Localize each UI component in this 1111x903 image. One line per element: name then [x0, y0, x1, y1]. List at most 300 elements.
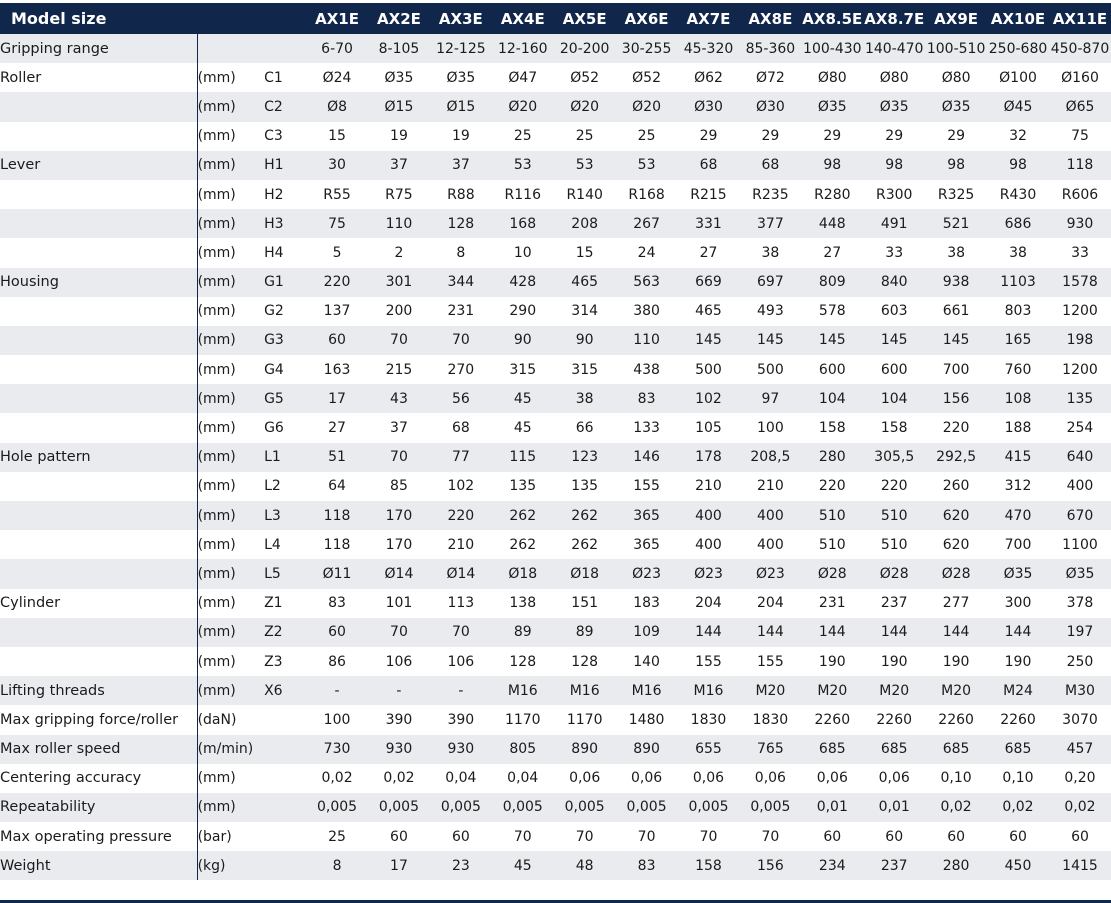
table-cell: M16: [569, 682, 600, 699]
table-cell: 17: [390, 857, 408, 874]
table-cell: 105: [695, 420, 722, 437]
table-row: [0, 92, 1111, 121]
spec-table: [0, 3, 1111, 880]
row-unit: (bar): [197, 828, 232, 845]
table-cell: Ø35: [941, 98, 971, 115]
table-cell: 48: [575, 857, 594, 874]
table-cell: 128: [509, 653, 537, 670]
table-cell: 68: [451, 420, 470, 437]
table-cell: 113: [447, 595, 475, 612]
code-header: [264, 3, 306, 34]
table-cell: 60: [451, 828, 470, 845]
table-cell: 760: [1004, 361, 1032, 378]
row-unit: (mm): [197, 128, 236, 145]
bottom-rule: [0, 899, 1111, 903]
row-label: [0, 122, 197, 151]
table-cell: Ø23: [632, 565, 661, 582]
table-cell: 140: [633, 653, 660, 670]
table-cell: 89: [513, 624, 532, 641]
table-cell: 53: [637, 157, 656, 174]
table-cell: Ø14: [384, 565, 414, 582]
table-cell: M16: [631, 682, 662, 699]
table-cell: Ø18: [570, 565, 600, 582]
table-cell: 17: [328, 390, 346, 407]
table-cell: 156: [757, 857, 784, 874]
table-cell: 165: [1004, 332, 1032, 349]
table-cell: 1415: [1062, 857, 1098, 874]
table-cell: 220: [447, 507, 475, 524]
table-cell: 930: [447, 741, 475, 758]
table-cell: 53: [575, 157, 594, 174]
table-cell: Ø35: [1065, 565, 1095, 582]
row-code: H1: [264, 157, 284, 174]
table-cell: 10: [513, 244, 532, 261]
table-cell: 155: [757, 653, 784, 670]
table-cell: 200: [385, 303, 413, 320]
table-cell: 23: [451, 857, 470, 874]
table-cell: 163: [323, 361, 351, 378]
table-cell: 145: [880, 332, 908, 349]
row-code: L5: [264, 565, 281, 582]
table-row: [0, 384, 1111, 413]
row-label: [0, 238, 197, 267]
table-row: [0, 676, 1111, 705]
table-cell: 428: [509, 274, 537, 291]
table-cell: 138: [509, 595, 537, 612]
table-cell: 45-320: [683, 40, 734, 57]
table-cell: 140-470: [864, 40, 924, 57]
table-cell: 500: [757, 361, 784, 378]
table-cell: Ø35: [817, 98, 847, 115]
table-row: [0, 705, 1111, 734]
row-unit: (mm): [197, 69, 236, 86]
table-cell: 20-200: [559, 40, 610, 57]
table-cell: 128: [447, 215, 475, 232]
table-cell: 0,01: [878, 799, 910, 816]
table-cell: 118: [1066, 157, 1094, 174]
table-cell: 8-105: [378, 40, 420, 57]
table-cell: 156: [942, 390, 970, 407]
table-cell: 75: [328, 215, 346, 232]
table-row: [0, 297, 1111, 326]
table-cell: 0,20: [1064, 770, 1096, 787]
table-cell: 102: [447, 478, 475, 495]
table-row: [0, 413, 1111, 442]
row-label: [0, 472, 197, 501]
table-cell: 237: [880, 857, 908, 874]
table-cell: 640: [1066, 449, 1094, 466]
table-cell: Ø30: [694, 98, 723, 115]
table-cell: 1103: [1000, 274, 1036, 291]
table-cell: 685: [942, 741, 970, 758]
table-row: [0, 122, 1111, 151]
table-cell: 38: [761, 244, 780, 261]
table-cell: 510: [880, 507, 908, 524]
table-cell: M20: [817, 682, 848, 699]
row-label: Max roller speed: [0, 735, 197, 764]
table-cell: 210: [695, 478, 722, 495]
table-cell: 400: [695, 507, 722, 524]
table-cell: 208,5: [750, 449, 791, 466]
table-cell: -: [458, 682, 464, 699]
model-header: AX8.7E: [864, 9, 925, 28]
table-cell: 1830: [752, 711, 789, 728]
table-cell: 267: [633, 215, 660, 232]
table-cell: 43: [390, 390, 408, 407]
row-unit: (mm): [197, 536, 236, 553]
row-code: H2: [264, 186, 284, 203]
table-cell: 0,005: [750, 799, 791, 816]
table-row: [0, 63, 1111, 92]
table-cell: 146: [633, 449, 660, 466]
row-code: C1: [264, 69, 283, 86]
table-cell: 101: [385, 595, 413, 612]
model-header: AX2E: [377, 9, 421, 28]
table-cell: 85-360: [745, 40, 796, 57]
table-cell: Ø35: [446, 69, 476, 86]
table-cell: 190: [818, 653, 846, 670]
row-label: [0, 355, 197, 384]
table-cell: 661: [942, 303, 970, 320]
table-cell: Ø20: [508, 98, 538, 115]
row-label: [0, 384, 197, 413]
table-cell: Ø23: [755, 565, 785, 582]
table-cell: 135: [1066, 390, 1094, 407]
table-cell: 390: [447, 711, 475, 728]
row-label: [0, 559, 197, 588]
table-cell: R215: [690, 186, 727, 203]
table-cell: 237: [880, 595, 908, 612]
row-code: Z3: [264, 653, 283, 670]
table-cell: 145: [695, 332, 722, 349]
table-cell: 930: [1066, 215, 1094, 232]
table-cell: 70: [451, 624, 470, 641]
table-cell: 930: [385, 741, 413, 758]
row-code: X6: [264, 682, 283, 699]
table-cell: 305,5: [874, 449, 915, 466]
table-cell: 133: [633, 420, 660, 437]
table-cell: 220: [942, 420, 970, 437]
row-unit: (kg): [197, 857, 226, 874]
table-cell: 137: [323, 303, 351, 320]
row-code: G1: [264, 274, 284, 291]
table-cell: 144: [757, 624, 784, 641]
table-cell: 365: [633, 536, 660, 553]
row-unit: (mm): [197, 449, 236, 466]
table-cell: 231: [447, 303, 475, 320]
table-row: [0, 472, 1111, 501]
table-cell: 1200: [1062, 361, 1098, 378]
table-row: [0, 151, 1111, 180]
table-cell: 210: [447, 536, 475, 553]
row-unit: (mm): [197, 478, 236, 495]
table-cell: 145: [757, 332, 784, 349]
model-header: AX9E: [934, 9, 979, 28]
table-cell: Ø80: [817, 69, 847, 86]
table-cell: 415: [1004, 449, 1032, 466]
table-cell: 620: [942, 507, 970, 524]
model-header: AX6E: [624, 9, 669, 28]
row-unit: (mm): [197, 624, 236, 641]
table-cell: 231: [818, 595, 846, 612]
table-cell: 0,10: [1002, 770, 1034, 787]
table-cell: 765: [757, 741, 784, 758]
table-cell: 188: [1004, 420, 1032, 437]
table-cell: 578: [818, 303, 846, 320]
table-row: [0, 764, 1111, 793]
table-cell: 0,02: [1064, 799, 1096, 816]
table-cell: 183: [633, 595, 660, 612]
table-cell: 38: [947, 244, 966, 261]
table-cell: 0,005: [626, 799, 667, 816]
table-cell: 100-430: [803, 40, 862, 57]
spec-table-header: [0, 3, 1111, 34]
table-cell: 280: [818, 449, 846, 466]
header-row: [0, 3, 1111, 34]
table-cell: 600: [818, 361, 846, 378]
table-cell: Ø18: [508, 565, 538, 582]
table-cell: 190: [1004, 653, 1032, 670]
table-cell: 465: [695, 303, 722, 320]
table-cell: 2260: [876, 711, 913, 728]
table-cell: Ø11: [322, 565, 352, 582]
table-cell: 115: [509, 449, 537, 466]
table-cell: 38: [1009, 244, 1027, 261]
table-cell: 312: [1004, 478, 1032, 495]
table-cell: 1100: [1062, 536, 1098, 553]
row-code: [264, 34, 306, 63]
row-unit: (mm): [197, 157, 236, 174]
table-cell: 262: [509, 507, 537, 524]
table-cell: 83: [637, 857, 656, 874]
table-cell: 98: [823, 157, 842, 174]
table-cell: Ø47: [508, 69, 538, 86]
model-size-header: Model size: [11, 9, 107, 28]
table-cell: 208: [571, 215, 599, 232]
table-cell: 70: [451, 332, 470, 349]
table-cell: R325: [937, 186, 975, 203]
table-cell: 144: [880, 624, 908, 641]
row-code: Z1: [264, 595, 283, 612]
table-cell: 144: [695, 624, 722, 641]
table-cell: 135: [571, 478, 599, 495]
table-cell: 144: [818, 624, 846, 641]
row-label: Roller: [0, 63, 197, 92]
table-cell: Ø45: [1003, 98, 1033, 115]
table-cell: 0,02: [940, 799, 972, 816]
row-label: Max gripping force/roller: [0, 705, 197, 734]
table-cell: 37: [390, 420, 408, 437]
table-cell: 33: [885, 244, 904, 261]
table-cell: 60: [885, 828, 904, 845]
table-cell: 0,06: [692, 770, 725, 787]
table-row: [0, 209, 1111, 238]
table-cell: 190: [880, 653, 908, 670]
table-cell: 53: [513, 157, 532, 174]
table-cell: Ø35: [1003, 565, 1033, 582]
table-row: [0, 238, 1111, 267]
table-cell: Ø8: [327, 98, 348, 115]
table-cell: 155: [695, 653, 722, 670]
table-row: [0, 618, 1111, 647]
row-unit: (mm): [197, 682, 236, 699]
table-cell: 70: [699, 828, 718, 845]
table-cell: Ø14: [446, 565, 476, 582]
table-cell: 380: [633, 303, 660, 320]
table-cell: 29: [761, 128, 780, 145]
table-cell: 70: [390, 449, 408, 466]
table-cell: 123: [571, 449, 599, 466]
row-code: Z2: [264, 624, 283, 641]
table-row: [0, 559, 1111, 588]
table-cell: Ø35: [384, 69, 414, 86]
row-code: [264, 851, 306, 880]
table-cell: 938: [942, 274, 970, 291]
row-code: [264, 735, 306, 764]
table-cell: 33: [1071, 244, 1089, 261]
table-cell: 90: [575, 332, 594, 349]
row-label: [0, 180, 197, 209]
table-cell: 56: [451, 390, 470, 407]
table-cell: Ø28: [941, 565, 971, 582]
table-cell: 270: [447, 361, 475, 378]
table-cell: 68: [761, 157, 780, 174]
table-cell: -: [396, 682, 402, 699]
table-cell: 60: [1009, 828, 1027, 845]
table-cell: Ø35: [879, 98, 909, 115]
table-cell: 19: [390, 128, 408, 145]
table-cell: 0,04: [445, 770, 477, 787]
table-cell: 12-160: [497, 40, 548, 57]
table-row: [0, 443, 1111, 472]
table-cell: 85: [390, 478, 408, 495]
table-cell: Ø15: [446, 98, 476, 115]
table-cell: 0,005: [440, 799, 481, 816]
table-cell: 77: [451, 449, 470, 466]
table-cell: 521: [942, 215, 970, 232]
table-cell: R300: [875, 186, 913, 203]
table-cell: 60: [1071, 828, 1089, 845]
table-cell: 0,04: [507, 770, 539, 787]
table-cell: 19: [451, 128, 470, 145]
table-cell: 260: [942, 478, 970, 495]
table-cell: 104: [818, 390, 846, 407]
table-cell: 108: [1004, 390, 1032, 407]
table-cell: 730: [323, 741, 351, 758]
table-cell: 68: [699, 157, 718, 174]
table-cell: 64: [328, 478, 346, 495]
table-cell: 700: [942, 361, 970, 378]
table-cell: 100: [757, 420, 784, 437]
table-cell: 102: [695, 390, 722, 407]
table-cell: 300: [1004, 595, 1032, 612]
table-cell: Ø52: [570, 69, 600, 86]
table-cell: 144: [1004, 624, 1032, 641]
table-cell: 685: [880, 741, 908, 758]
table-cell: 620: [942, 536, 970, 553]
table-cell: 510: [818, 507, 846, 524]
table-cell: 0,005: [502, 799, 543, 816]
row-label: [0, 530, 197, 559]
table-cell: 3070: [1062, 711, 1098, 728]
table-cell: 0,005: [688, 799, 729, 816]
table-cell: M24: [1003, 682, 1033, 699]
table-cell: 840: [880, 274, 908, 291]
table-cell: 158: [695, 857, 722, 874]
table-cell: 262: [571, 507, 599, 524]
table-cell: M16: [693, 682, 724, 699]
row-unit: (mm): [197, 420, 236, 437]
model-header: AX7E: [686, 9, 731, 28]
table-cell: 118: [323, 536, 351, 553]
table-cell: 669: [695, 274, 722, 291]
row-code: L1: [264, 449, 281, 466]
table-cell: Ø24: [322, 69, 352, 86]
table-cell: 25: [513, 128, 532, 145]
row-code: G3: [264, 332, 284, 349]
table-cell: 314: [571, 303, 599, 320]
table-row: [0, 793, 1111, 822]
table-cell: Ø72: [755, 69, 785, 86]
table-cell: M20: [879, 682, 910, 699]
table-cell: 438: [633, 361, 660, 378]
table-cell: 2260: [1000, 711, 1036, 728]
table-cell: 2260: [814, 711, 851, 728]
table-cell: 29: [947, 128, 966, 145]
model-header: AX11E: [1052, 9, 1108, 28]
table-cell: 110: [385, 215, 413, 232]
table-row: [0, 501, 1111, 530]
table-cell: Ø20: [570, 98, 600, 115]
table-cell: 144: [942, 624, 970, 641]
table-cell: 151: [571, 595, 599, 612]
table-cell: 30: [328, 157, 346, 174]
table-cell: 83: [328, 595, 346, 612]
table-cell: 510: [880, 536, 908, 553]
table-cell: 220: [818, 478, 846, 495]
table-cell: R55: [323, 186, 351, 203]
table-cell: 90: [513, 332, 532, 349]
table-cell: 686: [1004, 215, 1032, 232]
table-cell: 45: [513, 390, 532, 407]
table-cell: 97: [761, 390, 780, 407]
row-label: Lever: [0, 151, 197, 180]
table-cell: 400: [1066, 478, 1094, 495]
table-cell: 510: [818, 536, 846, 553]
table-cell: Ø28: [817, 565, 847, 582]
table-cell: 400: [757, 507, 784, 524]
table-cell: 0,01: [816, 799, 848, 816]
row-label: [0, 413, 197, 442]
row-label: Centering accuracy: [0, 764, 197, 793]
table-cell: 0,06: [630, 770, 663, 787]
table-cell: 292,5: [936, 449, 977, 466]
table-cell: 470: [1004, 507, 1032, 524]
table-cell: 198: [1066, 332, 1094, 349]
table-row: [0, 326, 1111, 355]
row-code: L2: [264, 478, 281, 495]
table-row: [0, 589, 1111, 618]
table-cell: 700: [1004, 536, 1032, 553]
table-cell: 890: [571, 741, 599, 758]
table-cell: 158: [880, 420, 908, 437]
table-cell: 365: [633, 507, 660, 524]
table-cell: 465: [571, 274, 599, 291]
table-cell: 0,10: [940, 770, 972, 787]
model-header: AX8E: [748, 9, 793, 28]
row-unit: (mm): [197, 361, 236, 378]
model-header: AX10E: [990, 9, 1046, 28]
